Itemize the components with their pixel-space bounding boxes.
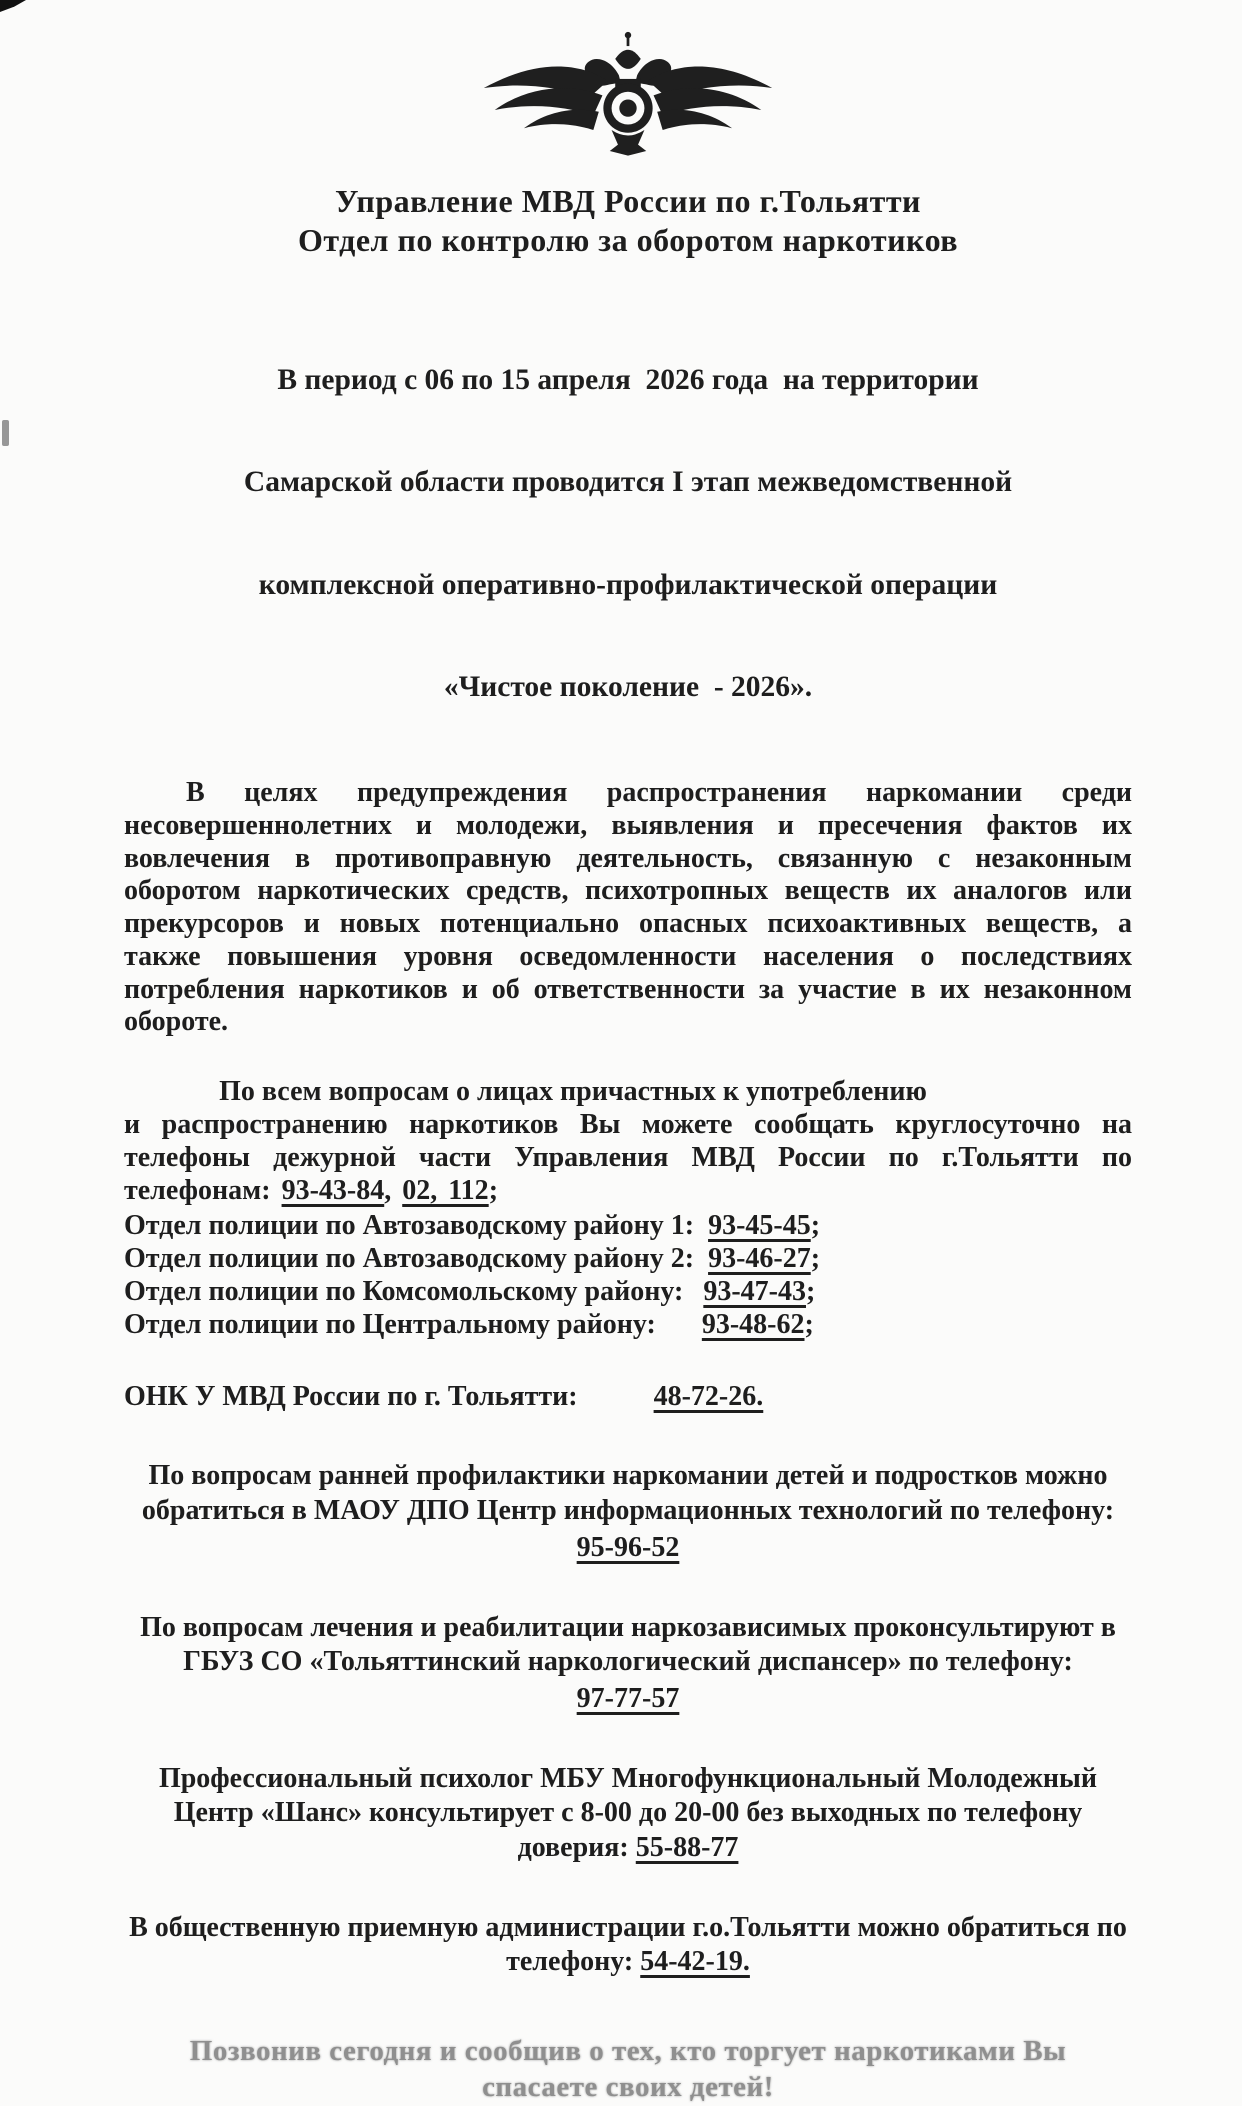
- scan-artifact: [2, 420, 9, 446]
- footer-appeal: Позвонив сегодня и сообщив о тех, кто торгует наркотиками Вы спасаете своих детей!: [189, 2035, 1067, 2104]
- announcement-line: Самарской области проводится I этап межведомственной: [243, 466, 1013, 499]
- scan-artifact: [0, 0, 26, 12]
- announcement-line: комплексной оперативно-профилактической операции: [258, 568, 998, 601]
- phone-separator: ,: [384, 1175, 403, 1207]
- department-label: Отдел полиции по Автозаводскому району 1:: [124, 1210, 695, 1242]
- hotline-section: [124, 1075, 1132, 1207]
- psychologist-section: [124, 1762, 1132, 1864]
- mvd-eagle-emblem-icon: [124, 26, 1132, 174]
- announcement-line: «Чистое поколение - 2026».: [443, 671, 813, 704]
- hotline-body-text: и распространению наркотиков Вы можете сообщать круглосуточно на телефоны дежурной части Управления МВД России по г.Тольятти по телефонам:: [124, 1109, 1132, 1207]
- hotline-body: [124, 1108, 1132, 1207]
- purpose-paragraph: В целях предупреждения распространения наркомании среди несовершеннолетних и молодежи, выявления и пресечения фактов их вовлечения в противоправную деятельность, связанную с незаконным оборотом наркотических средств, психотропных веществ их аналогов или прекурсоров и новых потенциально опасных психоактивных веществ, а также повышения уровня осведомленности населения о последствиях потребления наркотиков и об ответственности за участие в их незаконном обороте.: [124, 777, 1132, 1038]
- onk-label: ОНК У МВД России по г. Тольятти:: [124, 1381, 578, 1413]
- announcement-line: В период с 06 по 15 апреля 2026 года на территории: [277, 363, 979, 396]
- phone-number-tsentralny: 93-48-62: [701, 1309, 805, 1341]
- phone-number-avtozavodsky-1: 93-45-45: [708, 1210, 811, 1242]
- phone-number-dispensary: 97-77-57: [576, 1683, 680, 1715]
- police-department-row: [124, 1308, 1132, 1341]
- department-label: Отдел полиции по Центральному району:: [124, 1309, 656, 1341]
- operation-announcement: [124, 294, 1132, 773]
- admin-office-section: [124, 1911, 1132, 1979]
- phone-number-it-center: 95-96-52: [576, 1531, 680, 1563]
- psychologist-text: Профессиональный психолог МБУ Многофункциональный Молодежный Центр «Шанс» консультирует с 8-00 до 20-00 без выходных по телефону доверия:: [158, 1763, 1098, 1863]
- phone-terminator: ;: [804, 1309, 814, 1341]
- department-label: Отдел полиции по Комсомольскому району:: [124, 1276, 684, 1308]
- it-center-text: По вопросам ранней профилактики наркомании детей и подростков можно обратиться в МАОУ ДПО Центр информационных технологий по телефону:: [141, 1460, 1115, 1526]
- phone-terminator: ;: [488, 1175, 499, 1207]
- it-center-section: [124, 1459, 1132, 1564]
- phone-number-onk: 48-72-26.: [653, 1381, 764, 1413]
- dispensary-text: По вопросам лечения и реабилитации наркозависимых проконсультируют в ГБУЗ СО «Тольяттинский наркологический диспансер» по телефону:: [140, 1611, 1116, 1677]
- admin-office-text: В общественную приемную администрации г.о.Тольятти можно обратиться по телефону:: [129, 1911, 1127, 1977]
- police-department-row: [124, 1275, 1132, 1308]
- onk-contact-line: [124, 1381, 1132, 1413]
- phone-number-avtozavodsky-2: 93-46-27: [708, 1243, 811, 1275]
- phone-number-emergency: 02, 112: [402, 1175, 489, 1207]
- dispensary-section: [124, 1611, 1132, 1716]
- police-departments-list: [124, 1209, 1132, 1341]
- phone-terminator: ;: [805, 1276, 816, 1308]
- phone-terminator: ;: [810, 1210, 821, 1242]
- hotline-intro-line: По всем вопросам о лицах причастных к употреблению: [219, 1076, 927, 1108]
- phone-number-komsomolsky: 93-47-43: [703, 1276, 806, 1308]
- police-department-row: [124, 1209, 1132, 1242]
- phone-number-admin-office: 54-42-19.: [640, 1945, 750, 1977]
- police-department-row: [124, 1242, 1132, 1275]
- title-line-2: Отдел по контролю за оборотом наркотиков: [297, 222, 959, 259]
- phone-terminator: ;: [810, 1243, 821, 1275]
- phone-number-trust-line: 55-88-77: [635, 1831, 739, 1863]
- phone-number-duty-unit: 93-43-84: [281, 1175, 385, 1207]
- department-label: Отдел полиции по Автозаводскому району 2:: [124, 1243, 695, 1275]
- document-title: [124, 182, 1132, 260]
- title-line-1: Управление МВД России по г.Тольятти: [335, 183, 921, 219]
